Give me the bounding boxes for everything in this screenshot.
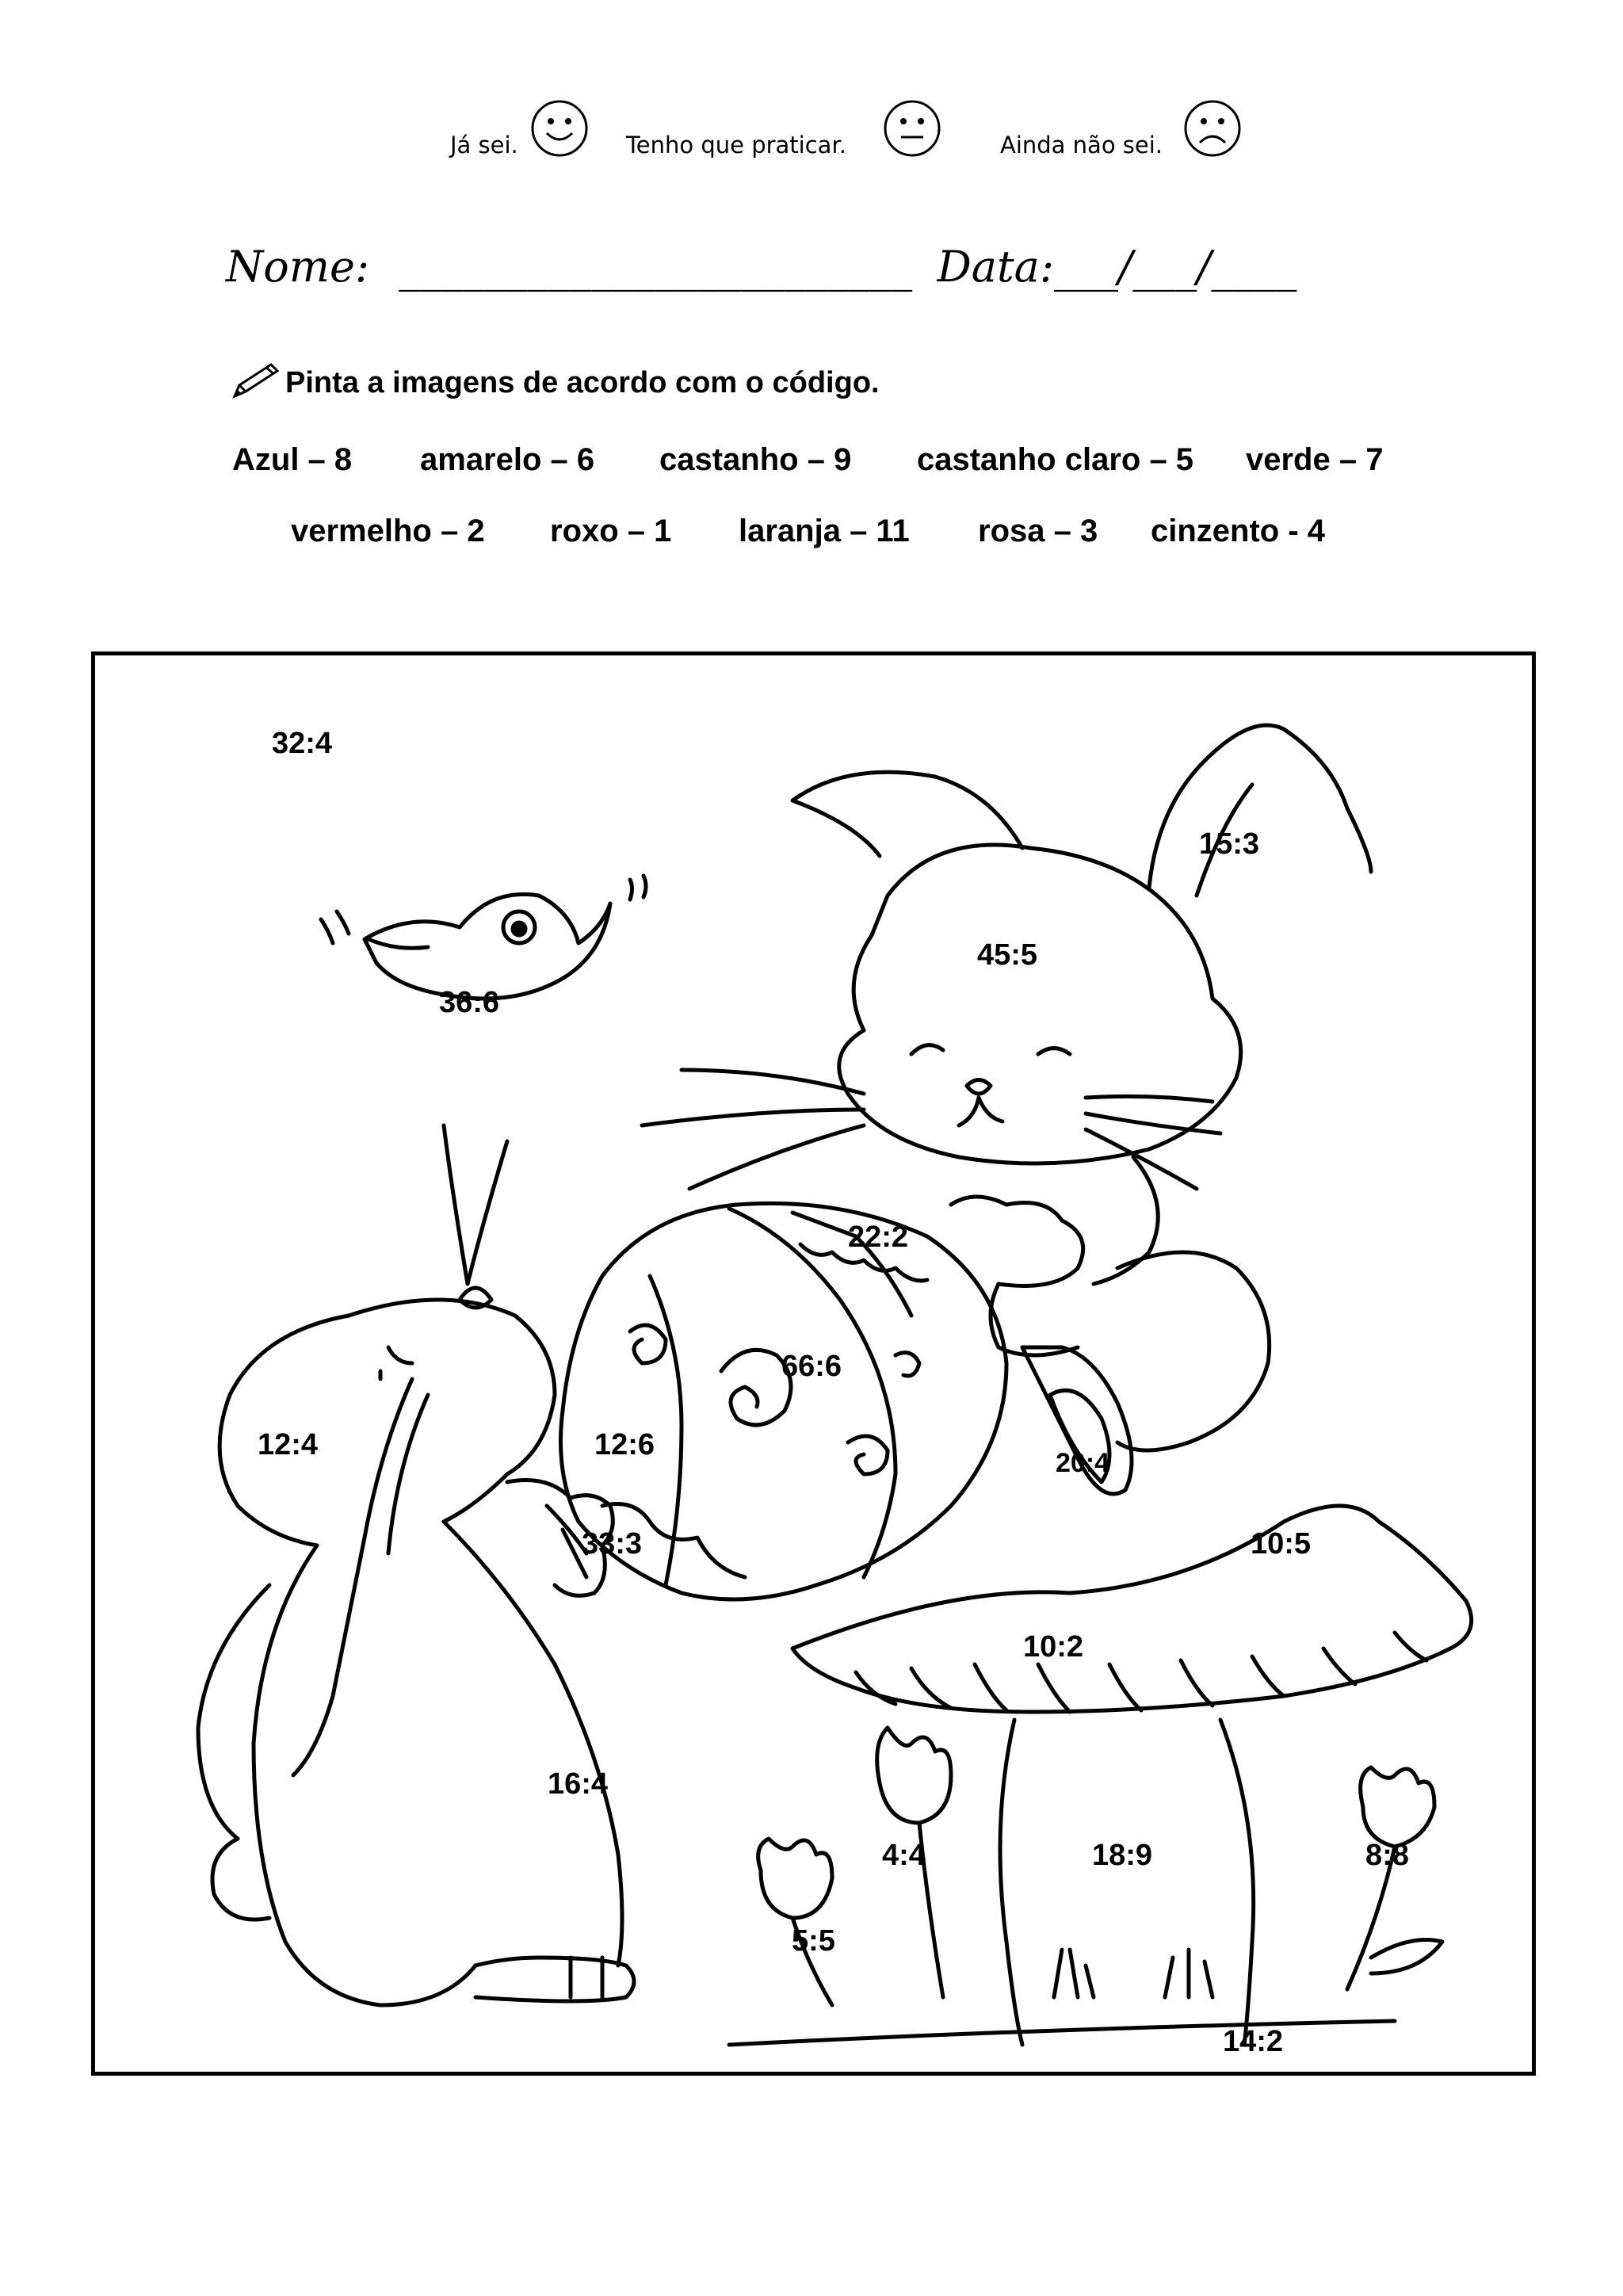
region-label-tulip-middle: 4:4 — [882, 1839, 926, 1872]
color-code-laranja: laranja – 11 — [739, 514, 910, 548]
color-code-azul: Azul – 8 — [232, 442, 353, 477]
region-label-background: 32:4 — [272, 727, 333, 760]
self-assessment-label-practice: Tenho que praticar. — [626, 132, 846, 159]
region-label-mushroom-cap: 10:5 — [1251, 1527, 1312, 1561]
region-label-grass: 14:2 — [1223, 2025, 1284, 2058]
name-label: Nome: — [226, 242, 370, 292]
date-label: Data: — [937, 242, 1055, 292]
small-bunny-drawing — [198, 1125, 634, 2005]
self-assessment-label-know: Já sei. — [450, 132, 518, 159]
color-code-castanho-claro: castanho claro – 5 — [917, 442, 1194, 477]
region-label-big-bunny-head: 45:5 — [977, 938, 1038, 972]
region-label-egg-swirls: 66:6 — [781, 1350, 842, 1383]
color-code-rosa: rosa – 3 — [978, 514, 1098, 548]
mushroom-drawing — [792, 1506, 1472, 2045]
color-code-cinzento: cinzento - 4 — [1151, 514, 1326, 548]
region-label-mushroom-rim: 10:2 — [1023, 1630, 1084, 1664]
region-label-mushroom-stem: 18:9 — [1092, 1839, 1153, 1872]
region-label-tulip-left: 5:5 — [792, 1924, 835, 1958]
region-label-egg-top: 22:2 — [848, 1221, 909, 1254]
region-label-small-bunny-body: 16:4 — [548, 1767, 609, 1801]
region-label-big-bunny-ear: 15:3 — [1199, 827, 1260, 861]
tulips-and-grass-drawing — [729, 1728, 1442, 2045]
instruction-text: Pinta a imagens de acordo com o código. — [285, 366, 880, 399]
color-code-vermelho: vermelho – 2 — [291, 514, 485, 548]
name-field[interactable]: ________________________ — [399, 242, 913, 292]
region-label-foot: 20:4 — [1056, 1448, 1110, 1478]
region-label-egg-left: 12:6 — [594, 1428, 655, 1461]
region-label-egg-bottom: 33:3 — [582, 1527, 643, 1561]
color-code-verde: verde – 7 — [1246, 442, 1384, 477]
color-code-castanho: castanho – 9 — [659, 442, 852, 477]
color-code-roxo: roxo – 1 — [550, 514, 672, 548]
region-label-tulip-right: 8:8 — [1365, 1839, 1409, 1872]
color-code-amarelo: amarelo – 6 — [420, 442, 595, 477]
self-assessment-label-dont-know: Ainda não sei. — [1000, 132, 1163, 159]
region-label-small-bunny-head: 12:4 — [258, 1428, 319, 1461]
date-field[interactable]: ___/___/____ — [1054, 242, 1297, 292]
region-label-bird: 36:6 — [439, 986, 500, 1019]
bird-drawing — [321, 876, 646, 999]
